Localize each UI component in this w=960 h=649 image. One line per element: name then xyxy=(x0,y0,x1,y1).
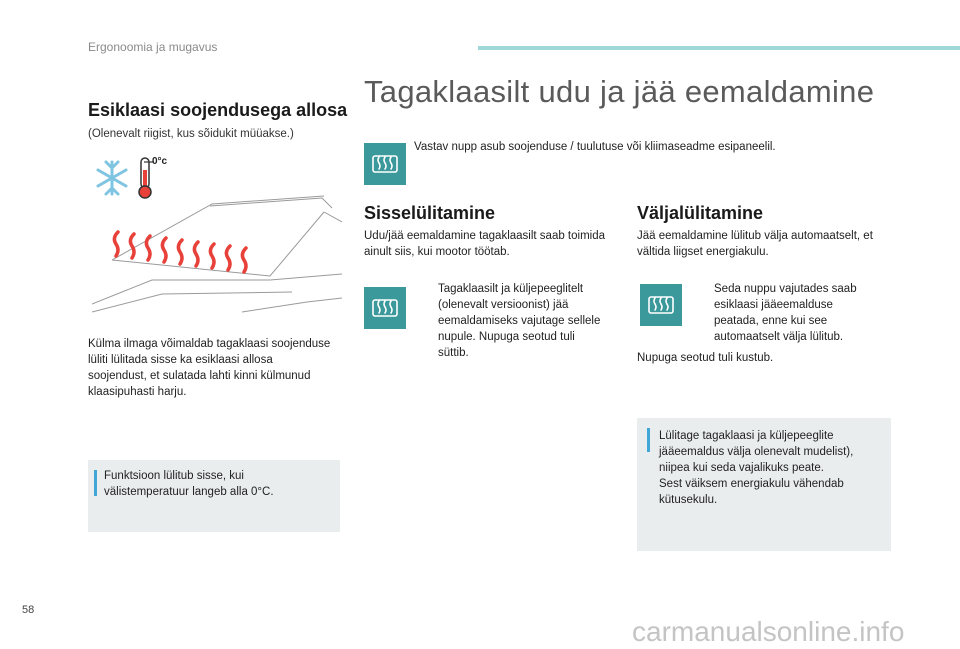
turn-off-steps: Seda nuppu vajutades saab esiklaasi jääeemalduse peatada, enne kui see automaatselt välja lülitub. xyxy=(714,283,857,343)
intro-text: Vastav nupp asub soojenduse / tuulutuse või kliimaseadme esipaneelil. xyxy=(414,141,776,153)
rear-defrost-icon xyxy=(364,287,406,329)
windshield-note-text: Funktsioon lülitub sisse, kui välistemperatuur langeb alla 0°C. xyxy=(104,470,274,498)
temperature-label: 0°c xyxy=(152,156,168,167)
rear-defrost-button-intro xyxy=(364,143,406,185)
snowflake-icon xyxy=(98,162,126,194)
page-title: Tagaklaasilt udu ja jää eemaldamine xyxy=(364,74,875,109)
windshield-heating-subtitle: (Olenevalt riigist, kus sõidukit müüakse.) xyxy=(88,128,294,140)
windshield-note-box xyxy=(88,460,340,532)
energy-note-text: Lülitage tagaklaasi ja küljepeeglite jääeemaldus välja olenevalt mudelist), niipea kui seda vajalikuks peate. Sest väiksem energiakulu vähendab kütusekulu. xyxy=(659,430,854,506)
turn-on-title: Sisselülitamine xyxy=(364,203,496,223)
note-marker xyxy=(94,470,97,496)
rear-defrost-icon xyxy=(364,143,406,185)
page-number: 58 xyxy=(22,604,35,616)
turn-on-steps: Tagaklaasilt ja küljepeeglitelt (olenevalt versioonist) jää eemaldamiseks vajutage sellele nupule. Nupuga seotud tuli süttib. xyxy=(438,283,601,359)
header-rule xyxy=(478,46,960,50)
rear-defrost-button-on xyxy=(364,287,406,329)
turn-off-paragraph: Jää eemaldamine lülitub välja automaatselt, et vältida liigset energiakulu. xyxy=(637,230,873,258)
energy-note-box xyxy=(637,418,891,551)
windshield-heating-title: Esiklaasi soojendusega allosa xyxy=(88,100,348,120)
windshield-illustration xyxy=(92,152,342,322)
heat-waves xyxy=(114,232,246,272)
note-marker xyxy=(647,428,650,452)
turn-off-after: Nupuga seotud tuli kustub. xyxy=(637,352,774,364)
turn-on-paragraph: Udu/jää eemaldamine tagaklaasilt saab toimida ainult siis, kui mootor töötab. xyxy=(364,230,606,258)
windshield-paragraph: Külma ilmaga võimaldab tagaklaasi soojenduse lüliti lülitada sisse ka esiklaasi allosa soojendust, et sulatada lahti kinni külmunud klaasipuhasti harju. xyxy=(88,338,331,398)
rear-defrost-icon xyxy=(640,284,682,326)
section-label: Ergonoomia ja mugavus xyxy=(88,40,218,54)
watermark: carmanualsonline.info xyxy=(632,616,905,647)
turn-off-title: Väljalülitamine xyxy=(637,203,764,223)
rear-defrost-button-off xyxy=(640,284,682,326)
